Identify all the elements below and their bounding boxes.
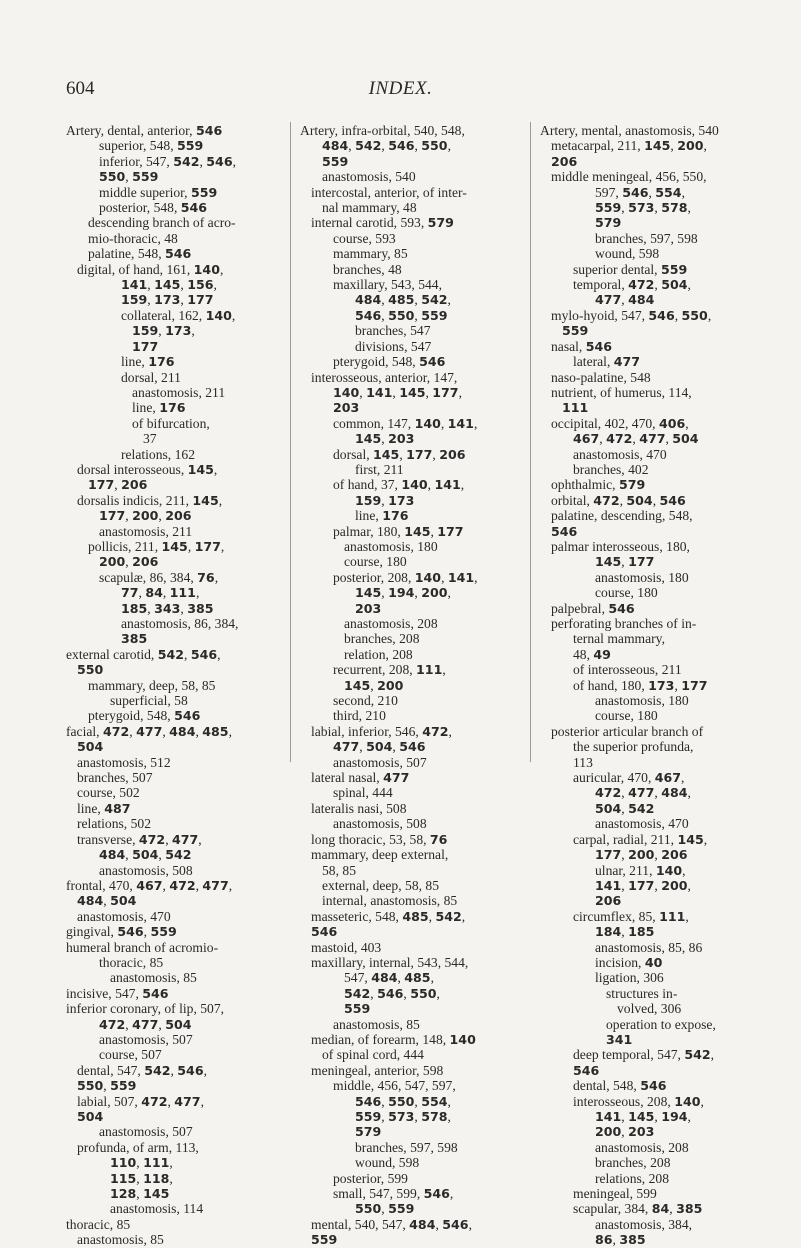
index-line: anastomosis, 180 <box>344 538 438 554</box>
index-line: 477, 504, 546 <box>333 739 426 755</box>
index-line: incision, 40 <box>595 954 663 970</box>
index-line: mental, 540, 547, 484, 546, <box>311 1216 472 1232</box>
index-line: superior dental, 559 <box>573 261 688 277</box>
index-line: 177, 206 <box>88 477 148 493</box>
index-line: 140, 141, 145, 177, <box>333 384 462 400</box>
index-line: inferior, 547, 542, 546, <box>99 153 236 169</box>
index-line: line, 487 <box>77 800 131 816</box>
index-line: 547, 484, 485, <box>344 970 434 986</box>
index-line: line, 176 <box>132 400 186 416</box>
index-line: 177, 200, 206 <box>99 508 192 524</box>
index-line: 177, 200, 206 <box>595 847 688 863</box>
index-line: 546 <box>573 1062 600 1078</box>
index-line: anastomosis, 211 <box>132 384 226 400</box>
index-line: line, 176 <box>121 354 175 370</box>
index-line: anastomosis, 180 <box>595 693 689 709</box>
index-line: first, 211 <box>355 461 404 477</box>
index-line: 546, 550, 559 <box>355 307 448 323</box>
index-line: 559 <box>562 323 589 339</box>
index-line: 546 <box>551 523 578 539</box>
index-line: 341 <box>606 1031 633 1047</box>
index-line: 141, 177, 200, <box>595 877 691 893</box>
index-line: relations, 208 <box>595 1170 669 1186</box>
index-line: carpal, radial, 211, 145, <box>573 831 708 847</box>
index-line: 115, 118, <box>110 1170 173 1186</box>
index-line: 550 <box>77 662 104 678</box>
index-line: anastomosis, 470 <box>77 908 171 924</box>
index-line: branches, 547 <box>355 323 431 339</box>
index-line: 200, 203 <box>595 1124 655 1140</box>
index-line: 559 <box>322 153 349 169</box>
index-line: third, 210 <box>333 708 386 724</box>
index-line: superficial, 58 <box>110 693 188 709</box>
index-line: ulnar, 211, 140, <box>595 862 686 878</box>
index-line: 145, 203 <box>355 431 415 447</box>
index-line: 579 <box>355 1124 382 1140</box>
index-line: small, 547, 599, 546, <box>333 1186 454 1202</box>
index-line: Artery, dental, anterior, 546 <box>66 123 223 138</box>
index-line: transverse, 472, 477, <box>77 831 202 847</box>
index-line: operation to expose, <box>606 1016 716 1032</box>
index-line: superior, 548, 559 <box>99 138 204 154</box>
index-line: 504 <box>77 1109 104 1124</box>
index-column-3 <box>540 123 762 1248</box>
index-line: intercostal, anterior, of inter- <box>311 184 467 200</box>
index-line: incisive, 547, 546 <box>66 985 169 1001</box>
index-line: 559, 573, 578, <box>595 200 691 216</box>
index-line: frontal, 470, 467, 472, 477, <box>66 877 233 893</box>
index-line: thoracic, 85 <box>99 954 164 970</box>
index-line: 37 <box>143 431 157 447</box>
index-line: nasal, 546 <box>551 338 613 354</box>
index-line: middle, 456, 547, 597, <box>333 1078 456 1094</box>
index-line: wound, 598 <box>355 1155 420 1171</box>
index-line: nutrient, of humerus, 114, <box>551 384 692 400</box>
index-line: Artery, infra-orbital, 540, 548, <box>300 123 465 138</box>
index-line: 385 <box>121 631 148 647</box>
index-line: 141, 145, 156, <box>121 277 217 293</box>
index-line: 579 <box>595 215 622 231</box>
index-line: wound, 598 <box>595 246 660 262</box>
index-line: anastomosis, 114 <box>110 1201 204 1217</box>
index-line: occipital, 402, 470, 406, <box>551 415 689 431</box>
index-line: 550, 559 <box>355 1201 415 1217</box>
index-line: of interosseous, 211 <box>573 662 682 678</box>
index-line: 86, 385 <box>595 1232 646 1248</box>
index-line: branches, 597, 598 <box>355 1139 458 1155</box>
column-divider <box>530 122 531 762</box>
index-line: 206 <box>551 153 578 169</box>
index-line: 145, 177 <box>595 554 655 570</box>
index-line: posterior, 548, 546 <box>99 200 208 216</box>
index-line: 484, 504 <box>77 893 137 909</box>
index-line: structures in- <box>606 985 678 1001</box>
index-line: anastomosis, 507 <box>99 1031 193 1047</box>
index-line: labial, inferior, 546, 472, <box>311 723 452 739</box>
index-line: 550, 559 <box>99 169 159 185</box>
index-line: anastomosis, 384, <box>595 1216 693 1232</box>
index-line: 159, 173 <box>355 492 415 508</box>
index-line: posterior, 208, 140, 141, <box>333 569 478 585</box>
index-line: anastomosis, 211 <box>99 523 193 539</box>
index-line: internal, anastomosis, 85 <box>322 893 458 909</box>
index-line: dorsal interosseous, 145, <box>77 461 218 477</box>
index-line: palmar, 180, 145, 177 <box>333 523 464 539</box>
index-line: 110, 111, <box>110 1155 173 1171</box>
index-line: branches, 402 <box>573 461 649 477</box>
index-line: temporal, 472, 504, <box>573 277 691 293</box>
index-line: 58, 85 <box>322 862 356 878</box>
index-line: mylo-hyoid, 547, 546, 550, <box>551 307 712 323</box>
index-line: profunda, of arm, 113, <box>77 1139 199 1155</box>
index-line: 559 <box>344 1001 371 1017</box>
index-line: ligation, 306 <box>595 970 664 986</box>
index-line: middle superior, 559 <box>99 184 218 200</box>
index-line: anastomosis, 470 <box>595 816 689 832</box>
index-line: pterygoid, 548, 546 <box>88 708 201 724</box>
index-line: interosseous, 208, 140, <box>573 1093 704 1109</box>
index-line: scapulæ, 86, 384, 76, <box>99 569 219 585</box>
index-line: maxillary, internal, 543, 544, <box>311 954 469 970</box>
index-line: meningeal, 599 <box>573 1186 657 1202</box>
index-column-1 <box>66 123 288 1248</box>
index-line: mammary, 85 <box>333 246 408 262</box>
index-line: 203 <box>333 400 360 416</box>
column-divider <box>290 122 291 762</box>
index-line: inferior coronary, of lip, 507, <box>66 1001 225 1017</box>
page-title: INDEX. <box>368 78 433 99</box>
index-line: humeral branch of acromio- <box>66 939 219 955</box>
index-line: line, 176 <box>355 508 409 524</box>
index-line: 177 <box>132 338 159 354</box>
index-line: volved, 306 <box>617 1001 682 1017</box>
index-line: interosseous, anterior, 147, <box>311 369 458 385</box>
index-line: 145, 200 <box>344 677 404 693</box>
index-line: 472, 477, 484, <box>595 785 691 801</box>
index-line: descending branch of acro- <box>88 215 236 231</box>
index-line: of hand, 37, 140, 141, <box>333 477 465 493</box>
index-line: naso-palatine, 548 <box>551 369 651 385</box>
index-line: external, deep, 58, 85 <box>322 877 440 893</box>
index-line: 206 <box>595 893 622 909</box>
index-line: deep temporal, 547, 542, <box>573 1047 715 1063</box>
index-line: dental, 548, 546 <box>573 1078 667 1094</box>
index-line: metacarpal, 211, 145, 200, <box>551 138 707 154</box>
index-line: 546 <box>311 924 338 940</box>
index-line: dorsalis indicis, 211, 145, <box>77 492 223 508</box>
index-line: external carotid, 542, 546, <box>66 646 221 662</box>
index-line: 185, 343, 385 <box>121 600 214 616</box>
index-line: mammary, deep, 58, 85 <box>88 677 216 693</box>
index-line: lateral, 477 <box>573 354 641 370</box>
index-line: palatine, descending, 548, <box>551 508 693 524</box>
index-line: branches, 48 <box>333 261 402 277</box>
index-line: palpebral, 546 <box>551 600 635 616</box>
index-line: circumflex, 85, 111, <box>573 908 689 924</box>
index-line: 559 <box>311 1232 338 1248</box>
index-line: dorsal, 145, 177, 206 <box>333 446 466 462</box>
index-line: scapular, 384, 84, 385 <box>573 1201 703 1217</box>
index-line: lateral nasal, 477 <box>311 770 410 786</box>
index-line: 550, 559 <box>77 1078 137 1094</box>
index-line: 472, 477, 504 <box>99 1016 192 1032</box>
index-line: dental, 547, 542, 546, <box>77 1062 207 1078</box>
index-line: Artery, mental, anastomosis, 540 <box>540 123 719 138</box>
index-line: 113 <box>573 754 593 770</box>
index-line: branches, 507 <box>77 770 153 786</box>
index-line: facial, 472, 477, 484, 485, <box>66 723 232 739</box>
index-line: anastomosis, 507 <box>99 1124 193 1140</box>
index-line: 542, 546, 550, <box>344 985 440 1001</box>
index-line: course, 507 <box>99 1047 162 1063</box>
index-line: relation, 208 <box>344 646 413 662</box>
index-line: anastomosis, 85 <box>110 970 197 986</box>
index-line: course, 502 <box>77 785 140 801</box>
index-line: anastomosis, 508 <box>99 862 193 878</box>
index-line: branches, 597, 598 <box>595 230 698 246</box>
index-line: 141, 145, 194, <box>595 1109 691 1124</box>
index-line: relations, 502 <box>77 816 151 832</box>
index-line: of hand, 180, 173, 177 <box>573 677 708 693</box>
index-line: meningeal, anterior, 598 <box>311 1062 444 1078</box>
index-line: recurrent, 208, 111, <box>333 662 446 678</box>
index-line: ternal mammary, <box>573 631 665 647</box>
index-line: anastomosis, 508 <box>333 816 427 832</box>
index-line: 477, 484 <box>595 292 655 308</box>
index-line: 111 <box>562 400 589 416</box>
index-line: palatine, 548, 546 <box>88 246 192 262</box>
page-number: 604 <box>66 78 95 99</box>
index-line: middle meningeal, 456, 550, <box>551 169 707 185</box>
index-line: course, 180 <box>595 708 658 724</box>
index-line: 145, 194, 200, <box>355 585 451 601</box>
index-line: anastomosis, 540 <box>322 169 416 185</box>
index-line: internal carotid, 593, 579 <box>311 215 454 231</box>
index-line: 504 <box>77 739 104 755</box>
index-line: orbital, 472, 504, 546 <box>551 492 686 508</box>
index-line: of spinal cord, 444 <box>322 1047 424 1063</box>
index-line: pterygoid, 548, 546 <box>333 354 446 370</box>
index-line: 546, 550, 554, <box>355 1093 451 1109</box>
index-line: nal mammary, 48 <box>322 200 417 216</box>
index-line: posterior, 599 <box>333 1170 408 1186</box>
index-line: 48, 49 <box>573 646 611 662</box>
index-line: mammary, deep external, <box>311 847 449 863</box>
index-line: of bifurcation, <box>132 415 210 431</box>
index-line: 159, 173, 177 <box>121 292 214 308</box>
index-line: palmar interosseous, 180, <box>551 538 690 554</box>
index-line: 484, 504, 542 <box>99 847 192 863</box>
index-line: common, 147, 140, 141, <box>333 415 478 431</box>
index-line: 200, 206 <box>99 554 159 570</box>
index-line: auricular, 470, 467, <box>573 770 685 786</box>
index-line: mio-thoracic, 48 <box>88 230 178 246</box>
index-line: 504, 542 <box>595 800 655 816</box>
index-line: median, of forearm, 148, 140 <box>311 1031 476 1047</box>
index-line: anastomosis, 507 <box>333 754 427 770</box>
index-line: gingival, 546, 559 <box>66 924 177 940</box>
index-line: digital, of hand, 161, 140, <box>77 261 224 277</box>
index-line: anastomosis, 512 <box>77 754 171 770</box>
index-line: anastomosis, 85 <box>333 1016 420 1032</box>
index-line: posterior articular branch of <box>551 723 704 739</box>
index-line: anastomosis, 86, 384, <box>121 616 239 631</box>
index-line: ophthalmic, 579 <box>551 477 646 493</box>
page-header <box>0 78 801 108</box>
index-line: 484, 542, 546, 550, <box>322 138 451 154</box>
index-line: dorsal, 211 <box>121 369 181 385</box>
index-line: thoracic, 85 <box>66 1216 131 1232</box>
index-line: labial, 507, 472, 477, <box>77 1093 204 1109</box>
index-line: 77, 84, 111, <box>121 585 200 601</box>
index-line: course, 593 <box>333 230 396 246</box>
index-line: mastoid, 403 <box>311 939 382 955</box>
index-line: pollicis, 211, 145, 177, <box>88 538 225 554</box>
index-line: anastomosis, 85, 86 <box>595 939 703 955</box>
index-line: 559, 573, 578, <box>355 1109 451 1124</box>
index-line: anastomosis, 470 <box>573 446 667 462</box>
index-line: second, 210 <box>333 693 398 709</box>
index-line: anastomosis, 85 <box>77 1232 164 1248</box>
index-line: branches, 208 <box>595 1155 671 1171</box>
index-line: masseteric, 548, 485, 542, <box>311 908 466 924</box>
index-line: lateralis nasi, 508 <box>311 800 407 816</box>
index-line: perforating branches of in- <box>551 616 697 631</box>
index-line: branches, 208 <box>344 631 420 647</box>
index-line: maxillary, 543, 544, <box>333 277 442 293</box>
index-line: 484, 485, 542, <box>355 292 451 308</box>
index-line: course, 180 <box>344 554 407 570</box>
index-line: divisions, 547 <box>355 338 432 354</box>
index-line: anastomosis, 208 <box>595 1139 689 1155</box>
index-line: spinal, 444 <box>333 785 393 801</box>
index-line: 159, 173, <box>132 323 195 339</box>
index-line: 184, 185 <box>595 924 655 940</box>
index-line: the superior profunda, <box>573 739 694 755</box>
index-line: course, 180 <box>595 585 658 601</box>
index-line: 597, 546, 554, <box>595 184 685 200</box>
index-line: 128, 145 <box>110 1186 170 1202</box>
index-line: 203 <box>355 600 382 616</box>
index-line: collateral, 162, 140, <box>121 307 236 323</box>
index-line: 467, 472, 477, 504 <box>573 431 699 447</box>
index-line: relations, 162 <box>121 446 195 462</box>
index-line: long thoracic, 53, 58, 76 <box>311 831 448 847</box>
index-column-2 <box>300 123 522 1248</box>
index-line: anastomosis, 180 <box>595 569 689 585</box>
index-line: anastomosis, 208 <box>344 616 438 631</box>
